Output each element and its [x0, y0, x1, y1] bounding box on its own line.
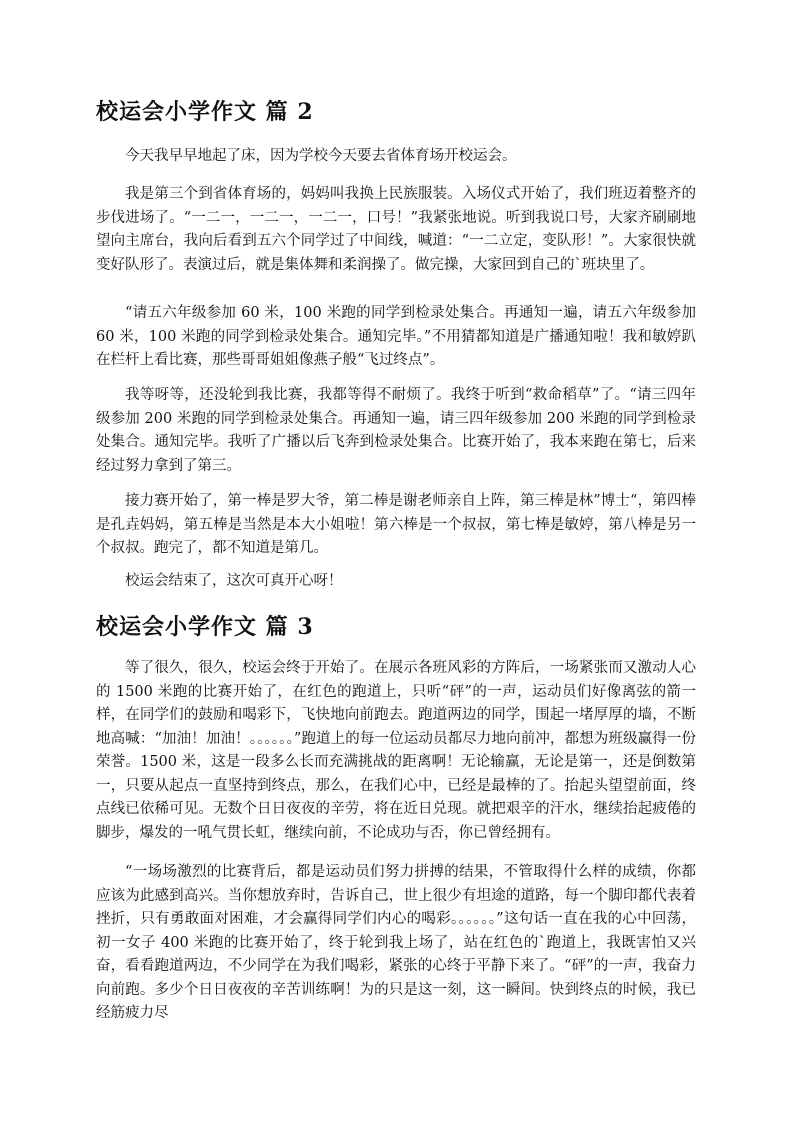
paragraph: “一场场激烈的比赛背后，都是运动员们努力拼搏的结果，不管取得什么样的成绩，你都应该为此感到高兴。当你想放弃时，告诉自己，世上很少有坦途的道路，每一个脚印都代表着挫折，只有勇敢面对困难，才会赢得同学们内心的喝彩。。。。。。”这句话一直在我的心中回荡，初一女子 400 米跑的比赛开始了，终于轮到我上场了，站在红色的`跑道上，我既害怕又兴奋，看看跑道两边，不少同学在为我们喝彩，紧张的心终于平静下来了。“砰”的一声，我奋力向前跑。多少个日日夜夜的辛苦训练啊！为的只是这一刻，这一瞬间。快到终点的时候，我已经筋疲力尽	[96, 864, 696, 1021]
paragraph: 等了很久，很久，校运会终于开始了。在展示各班风彩的方阵后，一场紧张而又激动人心的 1500 米跑的比赛开始了，在红色的跑道上，只听“砰”的一声，运动员们好像离弦的箭一样，在同学们的鼓励和喝彩下，飞快地向前跑去。跑道两边的同学，围起一堵厚厚的墙，不断地高喊：“加油！加油！。。。。。。”跑道上的每一位运动员都尽力地向前冲，都想为班级赢得一份荣誉。1500 米，这是一段多么长而充满挑战的距离啊！无论输赢，无论是第一，还是倒数第一，只要从起点一直坚持到终点，那么，在我们心中，已经是最棒的了。抬起头望望前面，终点线已依稀可见。无数个日日夜夜的辛劳，将在近日兑现。就把艰辛的汗水，继续抬起疲倦的脚步，爆发的一吼气贯长虹，继续向前，不论成功与否，你已曾经拥有。	[96, 660, 696, 841]
section-title: 校运会小学作文 篇 2	[96, 99, 314, 125]
paragraph: 校运会结束了，这次可真开心呀！	[125, 573, 343, 589]
paragraph: 我等呀等，还没轮到我比赛，我都等得不耐烦了。我终于听到“救命稻草”了。“请三四年级参加 200 米跑的同学到检录处集合。再通知一遍，请三四年级参加 200 米跑的同学到检录处集合。通知完毕。我听了广播以后飞奔到检录处集合。比赛开始了，我本来跑在第七，后来经过努力拿到了第三。	[96, 387, 696, 474]
section-title: 校运会小学作文 篇 3	[96, 614, 314, 640]
paragraph: 今天我早早地起了床，因为学校今天要去省体育场开校运会。	[125, 148, 517, 164]
paragraph: 接力赛开始了，第一棒是罗大爷，第二棒是谢老师亲自上阵，第三棒是林”博士“，第四棒是孔垚妈妈，第五棒是当然是本大小姐啦！第六棒是一个叔叔，第七棒是敏婷，第八棒是另一个叔叔。跑完了，都不知道是第几。	[96, 493, 696, 556]
paragraph: “请五六年级参加 60 米，100 米跑的同学到检录处集合。再通知一遍，请五六年级参加 60 米，100 米跑的同学到检录处集合。通知完毕。”不用猜都知道是广播通知啦！我和敏婷趴在栏杆上看比赛，那些哥哥姐姐像燕子般“飞过终点”。	[96, 305, 696, 368]
paragraph: 我是第三个到省体育场的，妈妈叫我换上民族服装。入场仪式开始了，我们班迈着整齐的步伐进场了。“一二一，一二一，一二一，口号！”我紧张地说。听到我说口号，大家齐刷刷地望向主席台，我向后看到五六个同学过了中间线，喊道：“一二立定，变队形！”。大家很快就变好队形了。表演过后，就是集体舞和柔润操了。做完操，大家回到自己的`班块里了。	[96, 186, 696, 273]
